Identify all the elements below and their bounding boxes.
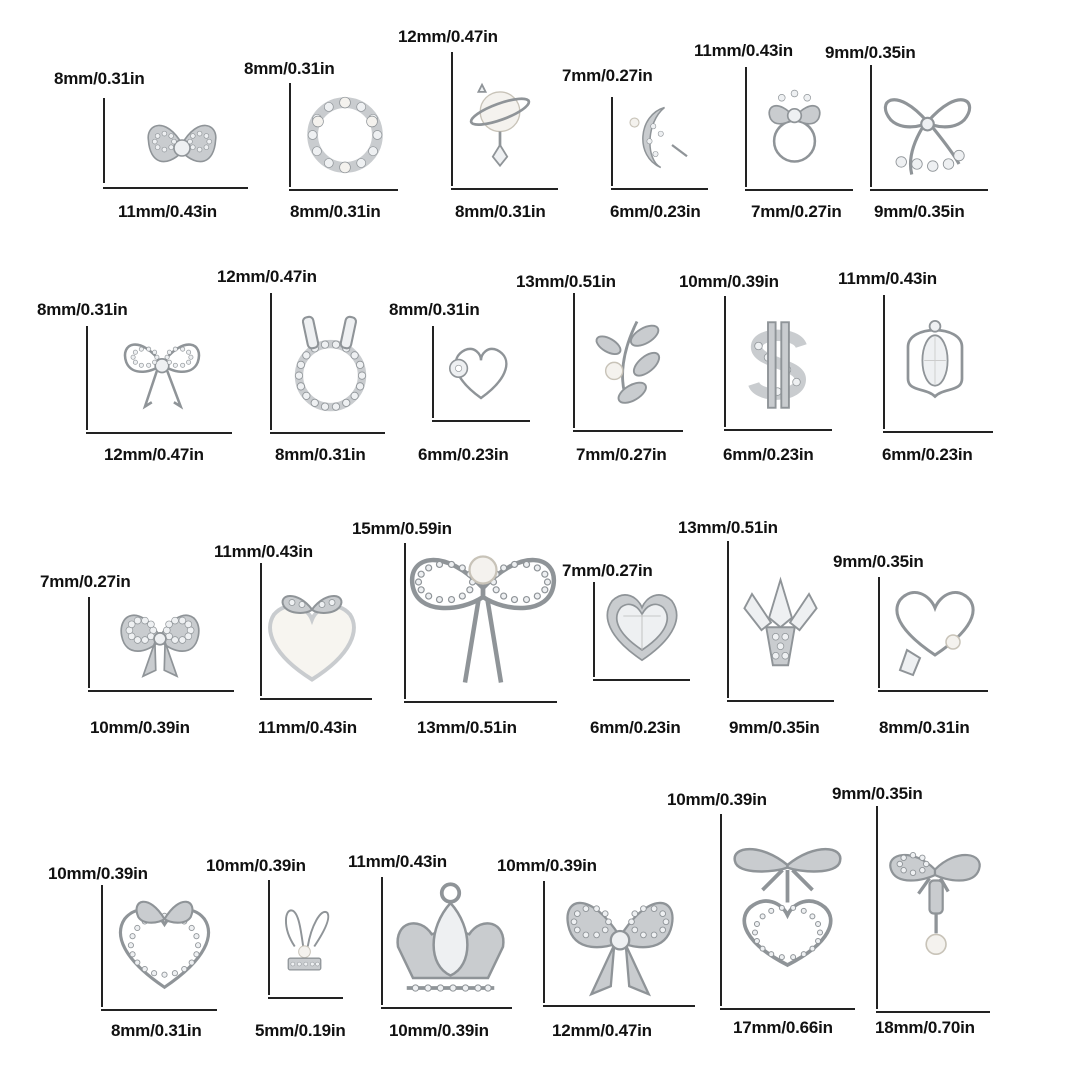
ribbon-bow-charm bbox=[875, 80, 980, 185]
height-dimension-line bbox=[611, 97, 613, 186]
width-dimension-line bbox=[451, 188, 558, 190]
height-dimension-line bbox=[268, 880, 270, 995]
width-dimension-line bbox=[270, 432, 385, 434]
width-label: 6mm/0.23in bbox=[882, 445, 973, 464]
bow-pearl-drop-charm bbox=[880, 800, 990, 1005]
width-label: 12mm/0.47in bbox=[104, 445, 204, 464]
bow-heart-drop-charm bbox=[725, 810, 850, 1000]
bunny-ears-charm bbox=[272, 885, 337, 995]
height-dimension-line bbox=[724, 296, 726, 427]
width-dimension-line bbox=[878, 690, 988, 692]
height-label: 11mm/0.43in bbox=[694, 41, 793, 60]
width-dimension-line bbox=[268, 997, 343, 999]
crown-charm bbox=[388, 878, 513, 1003]
height-dimension-line bbox=[883, 295, 885, 429]
oval-gem-frame-charm bbox=[890, 298, 980, 423]
width-label: 6mm/0.23in bbox=[418, 445, 509, 464]
height-dimension-line bbox=[727, 541, 729, 698]
height-dimension-line bbox=[543, 881, 545, 1003]
pearl-ribbon-bow-charm bbox=[408, 540, 558, 690]
height-label: 10mm/0.39in bbox=[667, 790, 767, 809]
height-dimension-line bbox=[101, 885, 103, 1007]
width-dimension-line bbox=[101, 1009, 217, 1011]
height-label: 13mm/0.51in bbox=[678, 518, 778, 537]
height-dimension-line bbox=[451, 52, 453, 186]
width-dimension-line bbox=[432, 420, 530, 422]
width-label: 6mm/0.23in bbox=[723, 445, 814, 464]
height-dimension-line bbox=[88, 597, 90, 688]
height-label: 8mm/0.31in bbox=[389, 300, 480, 319]
planet-wand-charm bbox=[455, 60, 545, 185]
width-dimension-line bbox=[260, 698, 372, 700]
width-dimension-line bbox=[381, 1007, 512, 1009]
height-label: 9mm/0.35in bbox=[833, 552, 924, 571]
width-label: 9mm/0.35in bbox=[874, 202, 965, 221]
width-label: 7mm/0.27in bbox=[751, 202, 842, 221]
width-label: 5mm/0.19in bbox=[255, 1021, 346, 1040]
height-label: 9mm/0.35in bbox=[832, 784, 923, 803]
open-heart-charm bbox=[436, 330, 526, 410]
height-dimension-line bbox=[720, 814, 722, 1006]
height-dimension-line bbox=[103, 98, 105, 183]
height-label: 10mm/0.39in bbox=[679, 272, 779, 291]
width-dimension-line bbox=[720, 1008, 855, 1010]
height-label: 11mm/0.43in bbox=[838, 269, 937, 288]
height-label: 8mm/0.31in bbox=[54, 69, 145, 88]
width-label: 8mm/0.31in bbox=[111, 1021, 202, 1040]
width-label: 12mm/0.47in bbox=[552, 1021, 652, 1040]
height-label: 10mm/0.39in bbox=[48, 864, 148, 883]
width-dimension-line bbox=[883, 431, 993, 433]
height-dimension-line bbox=[876, 806, 878, 1009]
bow-ring-charm bbox=[752, 70, 837, 185]
height-dimension-line bbox=[432, 326, 434, 418]
width-label: 11mm/0.43in bbox=[258, 718, 357, 737]
width-dimension-line bbox=[876, 1011, 990, 1013]
crystal-bouquet-charm bbox=[733, 550, 828, 695]
width-dimension-line bbox=[611, 188, 708, 190]
height-label: 11mm/0.43in bbox=[348, 852, 447, 871]
width-dimension-line bbox=[543, 1005, 695, 1007]
width-dimension-line bbox=[573, 430, 683, 432]
height-label: 8mm/0.31in bbox=[37, 300, 128, 319]
width-label: 18mm/0.70in bbox=[875, 1018, 975, 1037]
width-dimension-line bbox=[593, 679, 690, 681]
width-label: 11mm/0.43in bbox=[118, 202, 217, 221]
height-label: 8mm/0.31in bbox=[244, 59, 335, 78]
height-label: 10mm/0.39in bbox=[497, 856, 597, 875]
pearl-branch-charm bbox=[580, 292, 675, 427]
width-label: 10mm/0.39in bbox=[90, 718, 190, 737]
height-label: 12mm/0.47in bbox=[217, 267, 317, 286]
outline-bow-charm bbox=[92, 330, 232, 415]
width-label: 9mm/0.35in bbox=[729, 718, 820, 737]
height-dimension-line bbox=[593, 582, 595, 677]
width-dimension-line bbox=[289, 189, 398, 191]
moon-charm bbox=[612, 100, 702, 175]
height-label: 15mm/0.59in bbox=[352, 519, 452, 538]
width-label: 13mm/0.51in bbox=[417, 718, 517, 737]
width-label: 6mm/0.23in bbox=[590, 718, 681, 737]
shell-heart-charm bbox=[262, 572, 362, 697]
height-dimension-line bbox=[289, 83, 291, 187]
width-label: 8mm/0.31in bbox=[879, 718, 970, 737]
width-dimension-line bbox=[86, 432, 232, 434]
width-dimension-line bbox=[103, 187, 248, 189]
dollar-sign-charm bbox=[730, 310, 825, 420]
height-label: 10mm/0.39in bbox=[206, 856, 306, 875]
height-label: 13mm/0.51in bbox=[516, 272, 616, 291]
height-label: 9mm/0.35in bbox=[825, 43, 916, 62]
gem-heart-charm bbox=[598, 582, 686, 667]
height-label: 11mm/0.43in bbox=[214, 542, 313, 561]
width-label: 8mm/0.31in bbox=[290, 202, 381, 221]
rhinestone-bow-charm bbox=[545, 885, 695, 1000]
width-label: 6mm/0.23in bbox=[610, 202, 701, 221]
width-dimension-line bbox=[727, 700, 834, 702]
width-dimension-line bbox=[870, 189, 988, 191]
height-dimension-line bbox=[573, 293, 575, 428]
height-dimension-line bbox=[878, 577, 880, 688]
width-label: 7mm/0.27in bbox=[576, 445, 667, 464]
pearl-wreath-charm bbox=[295, 90, 395, 180]
height-dimension-line bbox=[404, 543, 406, 699]
width-label: 8mm/0.31in bbox=[275, 445, 366, 464]
height-dimension-line bbox=[86, 326, 88, 430]
height-label: 7mm/0.27in bbox=[562, 66, 653, 85]
height-dimension-line bbox=[745, 67, 747, 187]
height-dimension-line bbox=[260, 563, 262, 696]
width-dimension-line bbox=[404, 701, 557, 703]
width-dimension-line bbox=[745, 189, 853, 191]
width-label: 8mm/0.31in bbox=[455, 202, 546, 221]
height-label: 12mm/0.47in bbox=[398, 27, 498, 46]
bow-charm bbox=[112, 108, 252, 188]
width-label: 10mm/0.39in bbox=[389, 1021, 489, 1040]
height-dimension-line bbox=[870, 65, 872, 187]
width-label: 17mm/0.66in bbox=[733, 1018, 833, 1037]
crystal-bow-charm bbox=[100, 598, 220, 683]
height-dimension-line bbox=[381, 877, 383, 1005]
bunny-ring-charm bbox=[278, 298, 383, 428]
bow-heart-charm bbox=[112, 880, 217, 1000]
width-dimension-line bbox=[724, 429, 832, 431]
height-label: 7mm/0.27in bbox=[40, 572, 131, 591]
height-label: 7mm/0.27in bbox=[562, 561, 653, 580]
wire-heart-charm bbox=[885, 580, 985, 680]
width-dimension-line bbox=[88, 690, 234, 692]
height-dimension-line bbox=[270, 293, 272, 430]
